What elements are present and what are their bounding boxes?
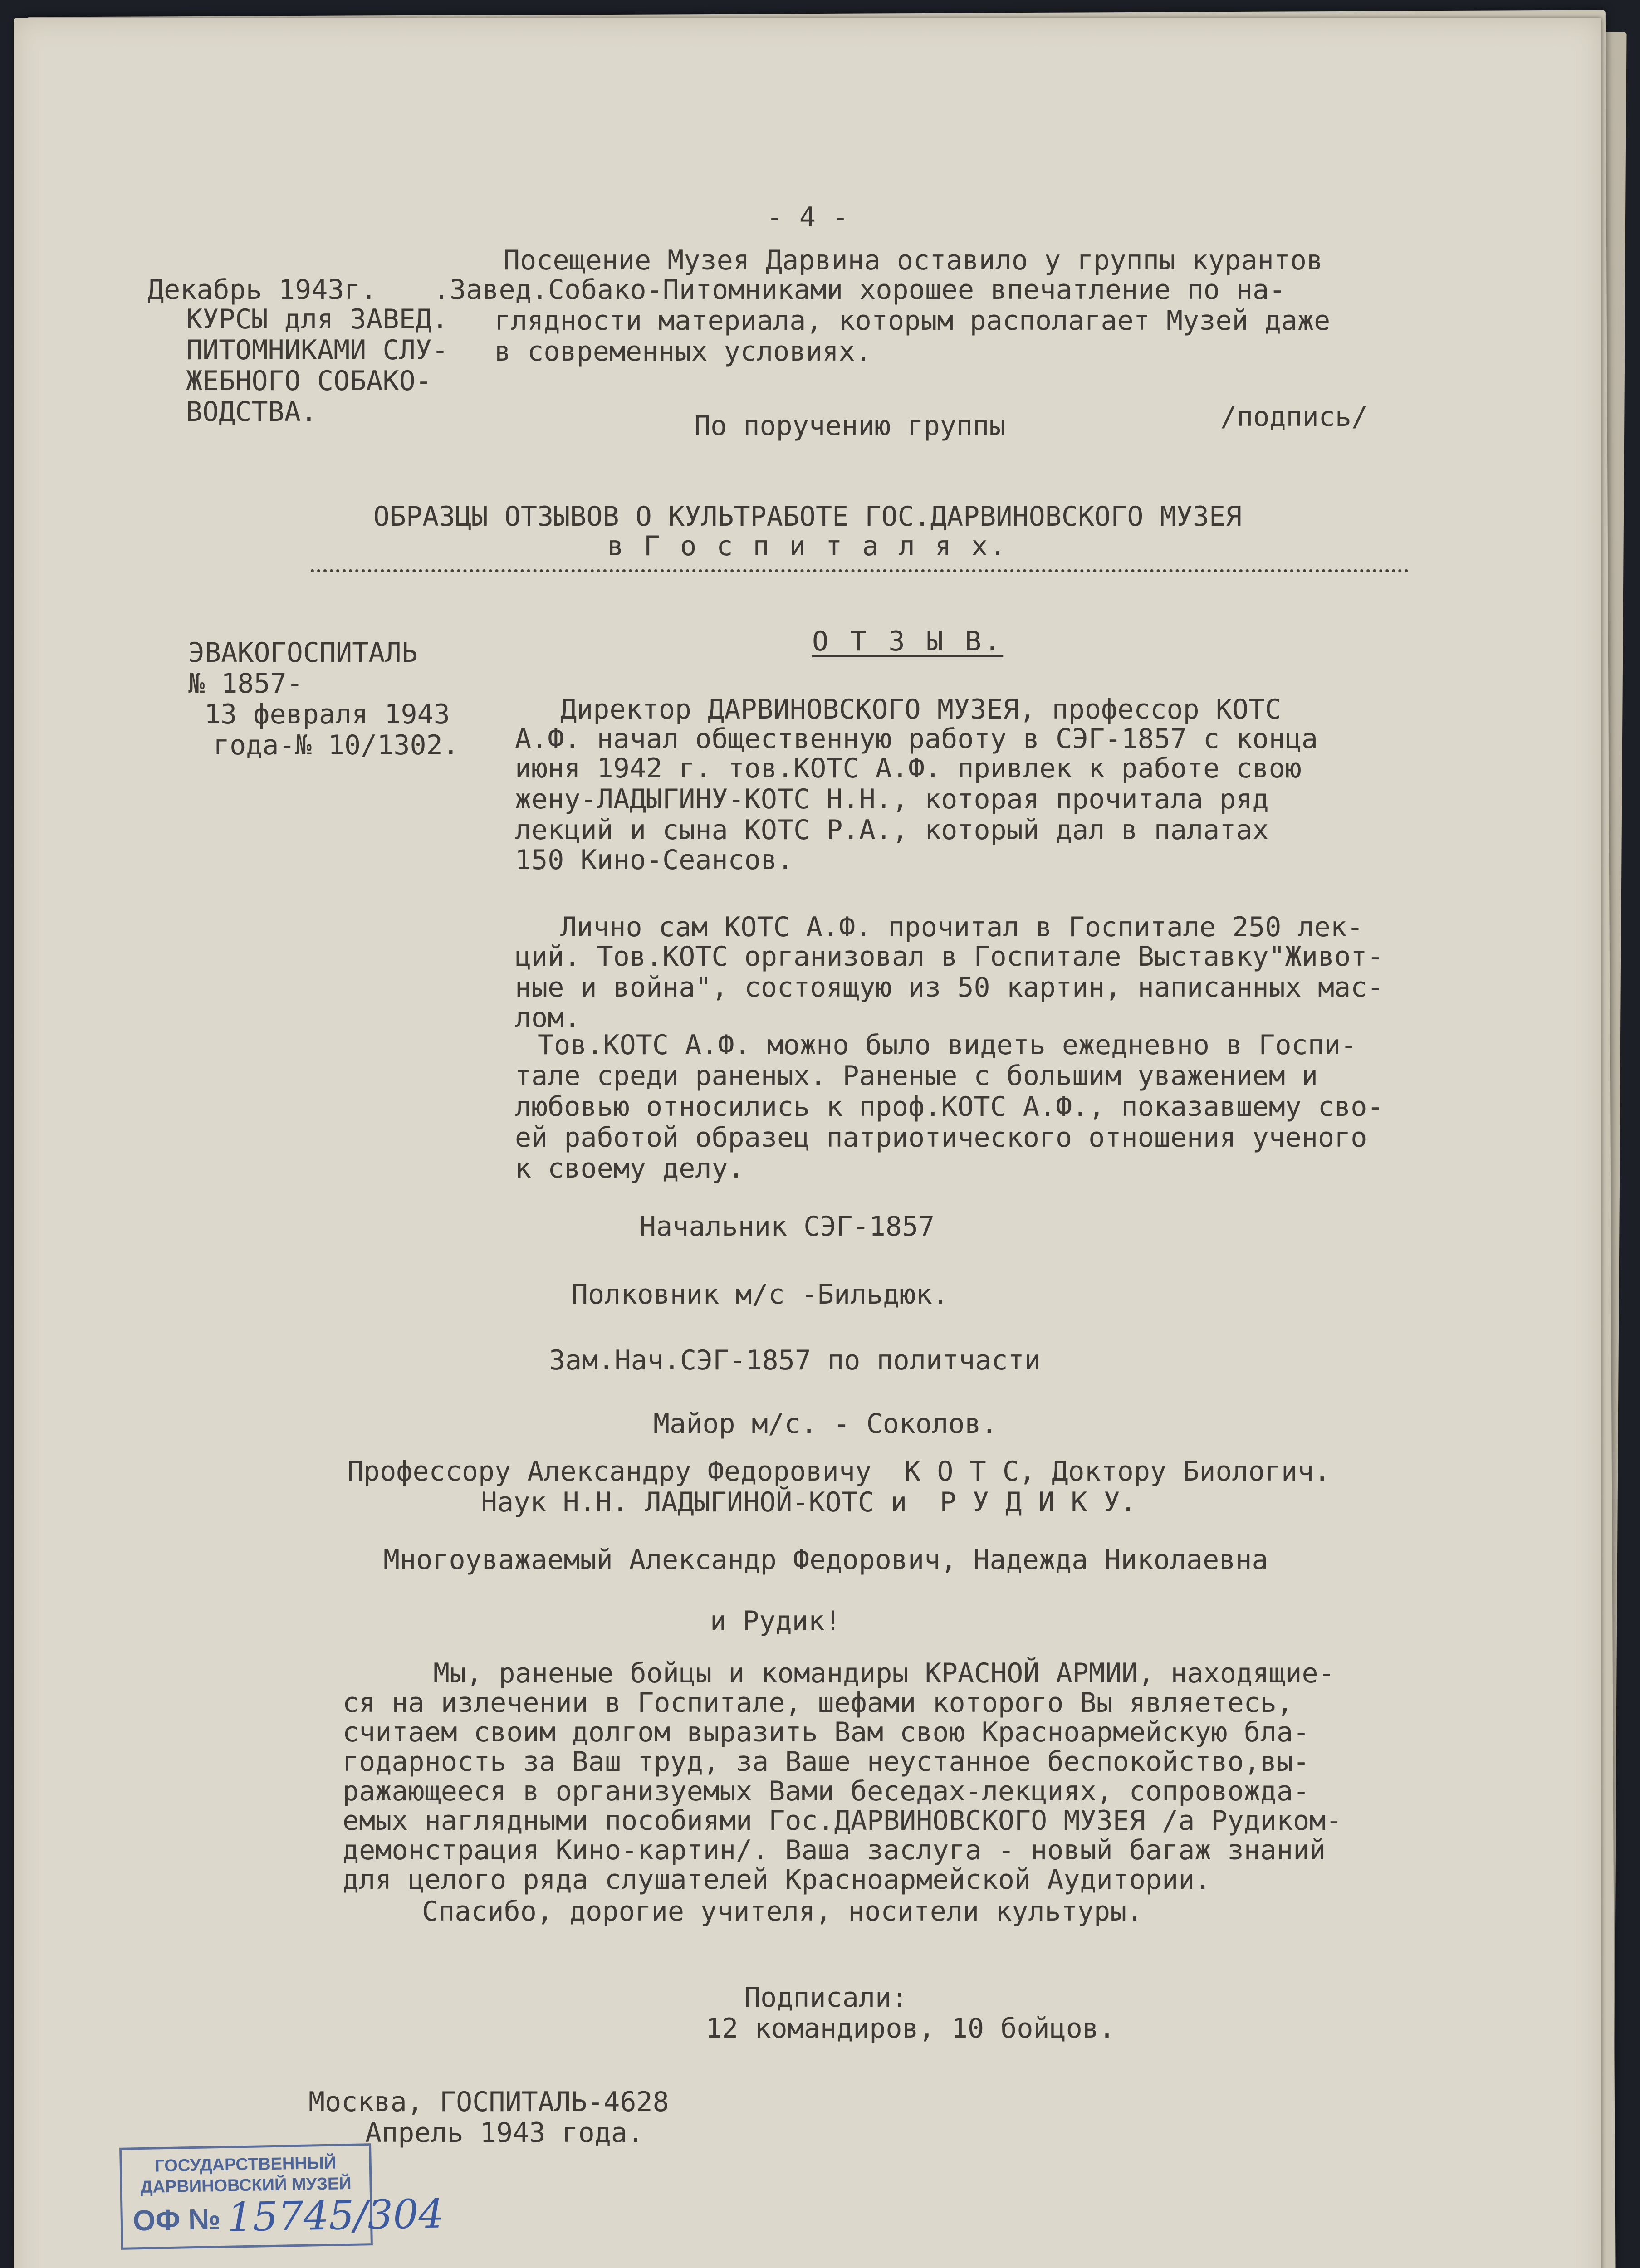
signed-label: Подписали: — [744, 1982, 908, 2014]
museum-stamp — [119, 2143, 445, 2250]
signature-name: Полковник м/с -Бильдюк. — [572, 1279, 949, 1310]
entry-left-line: ВОДСТВА. — [186, 396, 317, 428]
letter-address-line: Профессору Александру Федоровичу К О Т С, Доктору Биологич. — [347, 1456, 1331, 1487]
signed-count: 12 командиров, 10 бойцов. — [705, 2013, 1116, 2044]
letter-line: Мы, раненые бойцы и командиры КРАСНОЙ АРМИИ, находящие- — [433, 1657, 1335, 1689]
entry-body-line: в современных условиях. — [494, 336, 871, 367]
stamp-handwritten-number: 15745/304 — [226, 2190, 445, 2241]
review-line: ей работой образец патриотического отношения ученого — [515, 1122, 1367, 1154]
review-line: Лично сам КОТС А.Ф. прочитал в Госпитале 250 лек- — [560, 911, 1364, 943]
entry-body-line: .Завед.Собако-Питомниками хорошее впечатление по на- — [433, 274, 1286, 306]
review-line: тале среди раненых. Раненые с большим уважением и — [515, 1060, 1318, 1092]
letter-date: Апрель 1943 года. — [365, 2117, 644, 2149]
signature-name: Майор м/с. - Соколов. — [653, 1408, 998, 1440]
heading-dotted-rule — [311, 569, 1409, 572]
entry-body-line: Посещение Музея Дарвина оставило у группы курантов — [504, 244, 1323, 276]
hospital-name: ЭВАКОГОСПИТАЛЬ — [188, 637, 418, 669]
entry-signature: /подпись/ — [1220, 401, 1368, 433]
hospital-number: № 1857- — [188, 668, 303, 699]
entry-body-line: глядности материала, которым располагает Музей даже — [494, 305, 1331, 337]
entry-left-line: ЖЕБНОГО СОБАКО- — [186, 365, 432, 397]
review-line: 150 Кино-Сеансов. — [515, 844, 794, 876]
section-heading-sub: в Г о с п и т а л я х. — [607, 530, 1008, 562]
review-line: ций. Тов.КОТС организовал в Госпитале Выставку"Живот- — [515, 941, 1384, 973]
review-line: к своему делу. — [515, 1153, 744, 1184]
review-line: А.Ф. начал общественную работу в СЭГ-1857 с конца — [515, 723, 1318, 755]
stamp-line: ДАРВИНОВСКИЙ МУЗЕЙ — [140, 2174, 352, 2197]
entry-date: Декабрь 1943г. — [147, 274, 377, 306]
stamp-label: ОФ № — [132, 2202, 221, 2237]
entry-signature-line: По поручению группы — [694, 410, 1006, 442]
entry-left-line: КУРСЫ для ЗАВЕД. — [186, 303, 448, 335]
letter-line: демонстрация Кино-картин/. Ваша заслуга - новый багаж знаний — [343, 1834, 1326, 1866]
letter-line: емых наглядными пособиями Гос.ДАРВИНОВСКОГО МУЗЕЯ /а Рудиком- — [343, 1805, 1342, 1837]
letter-line: ся на излечении в Госпитале, шефами которого Вы являетесь, — [343, 1687, 1293, 1719]
review-title: О Т З Ы В. — [812, 626, 1004, 657]
signature-title: Зам.Нач.СЭГ-1857 по политчасти — [549, 1344, 1041, 1376]
page-number: - 4 - — [766, 201, 849, 233]
review-date: 13 февраля 1943 — [204, 699, 450, 730]
review-line: ные и война", состоящую из 50 картин, написанных мас- — [515, 972, 1384, 1003]
letter-line: для целого ряда слушателей Красноармейской Аудитории. — [343, 1864, 1211, 1896]
review-line: Тов.КОТС А.Ф. можно было видеть ежедневно в Госпи- — [538, 1029, 1357, 1061]
letter-place: Москва, ГОСПИТАЛЬ-4628 — [308, 2086, 669, 2118]
review-line: Директор ДАРВИНОВСКОГО МУЗЕЯ, профессор КОТС — [560, 694, 1282, 725]
salutation-line: и Рудик! — [710, 1605, 841, 1637]
letter-line: ражающееся в организуемых Вами беседах-лекциях, сопровожда- — [343, 1775, 1310, 1807]
review-line: июня 1942 г. тов.КОТС А.Ф. привлек к работе свою — [515, 753, 1302, 784]
stamp-line: ГОСУДАРСТВЕННЫЙ — [154, 2153, 337, 2176]
letter-line: годарность за Ваш труд, за Ваше неустанное беспокойство,вы- — [343, 1746, 1310, 1778]
review-line: любовью относились к проф.КОТС А.Ф., показавшему сво- — [515, 1091, 1384, 1123]
review-line: жену-ЛАДЫГИНУ-КОТС Н.Н., которая прочитала ряд — [515, 783, 1269, 815]
section-heading: ОБРАЗЦЫ ОТЗЫВОВ О КУЛЬТРАБОТЕ ГОС.ДАРВИНОВСКОГО МУЗЕЯ — [373, 501, 1242, 533]
document-page — [14, 18, 1601, 2268]
salutation-line: Многоуважаемый Александр Федорович, Надежда Николаевна — [383, 1544, 1268, 1576]
entry-left-line: ПИТОМНИКАМИ СЛУ- — [186, 334, 448, 366]
letter-address-line: Наук Н.Н. ЛАДЫГИНОЙ-КОТС и Р У Д И К У. — [481, 1486, 1136, 1518]
review-line: лом. — [515, 1002, 581, 1034]
review-reg-number: года-№ 10/1302. — [213, 729, 459, 761]
letter-thanks: Спасибо, дорогие учителя, носители культуры. — [422, 1896, 1143, 1927]
letter-line: считаем своим долгом выразить Вам свою Красноармейскую бла- — [343, 1716, 1310, 1748]
review-line: лекций и сына КОТС Р.А., который дал в палатах — [515, 814, 1269, 846]
signature-title: Начальник СЭГ-1857 — [640, 1211, 935, 1242]
